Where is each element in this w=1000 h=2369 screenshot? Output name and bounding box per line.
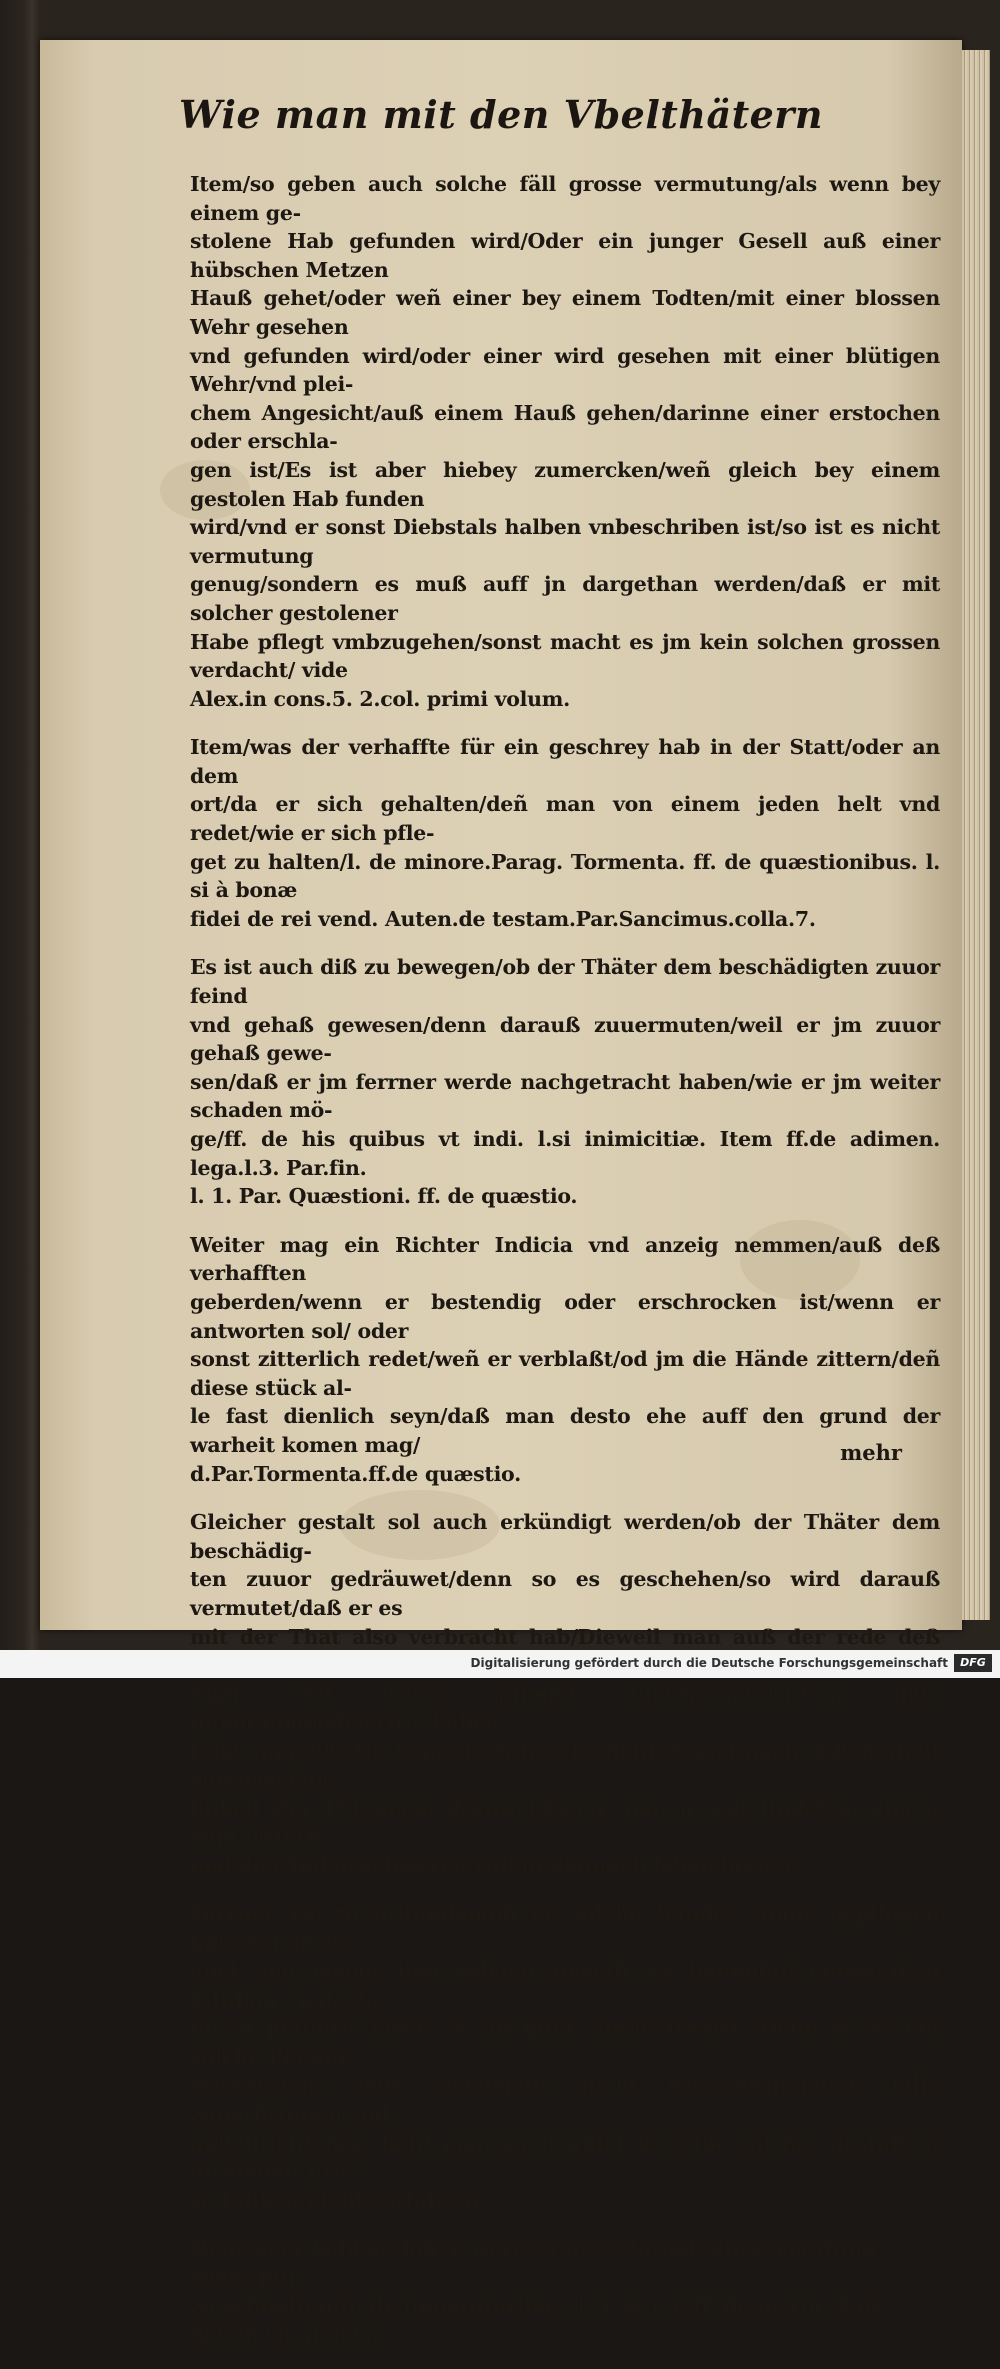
paragraph-1: Item/so geben auch solche fäll grosse vermutung/als wenn bey einem ge- stolene Hab gefunden wird/Oder ein junger Gesell auß einer hübschen Metzen Hauß gehet/oder weñ einer bey einem Todten/mit einer blossen Wehr gesehen vnd gefunden wird/oder einer wird gesehen mit einer blütigen Wehr/vnd plei- chem Angesicht/auß einem Hauß gehen/darinne einer erstochen oder erschla- gen ist/Es ist aber hiebey zumercken/weñ gleich bey einem gestolen Hab funden wird/vnd er sonst Diebstals halben vnbeschriben ist/so ist es nicht vermutung genug/sondern es muß auff jn dargethan werden/daß er mit solcher gestolener Habe pflegt vmbzugehen/sonst macht es jm kein solchen grossen verdacht/ vide Alex.in cons.5. 2.col. primi volum. — [190, 172, 940, 711]
catchword: mehr — [840, 1440, 902, 1465]
paragraph-7: Item/so er bald geflohen were/so were darauß ein vermutung wider jhn zu schöpffen/ff. de fœneratoribus, l. 1. & l.3. ff. de testib. Auß denen vñ andern — [190, 2236, 880, 2347]
running-heading: Wie man mit den Vbelthätern — [179, 92, 823, 137]
paragraph-5: Gleicher gestalt sol auch erkündigt werden/ob der Thäter dem beschädig- ten zuuor gedräuwet/denn so es geschehen/so wird darauß vermutet/daß er es mit der That also verbracht hab/Dieweil man auß der rede deß That vnd werck pfleget zuermessen/l.1.C.si quis impera.maledixerit,L.Labeo. ff.de suppellectili lega. doch bescheidenlich/vnd nach gelegenheit vnd geschick- ligkeit der Person/so dräuwet/Denn man jr wol findet/so einem zum offtern- mal den Tod geschworen/vnd jn dennoch leben lassen. — [190, 1510, 940, 1878]
paragraph-4: Weiter mag ein Richter Indicia vnd anzeig nemmen/auß deß verhafften geberden/wenn er bestendig oder erschrocken ist/wenn er antworten sol/ oder sonst zitterlich redet/weñ er verblaßt/od jm die Hände zittern/deñ diese stück al- le fast dienlich seyn/daß man desto ehe auff den grund der warheit komen mag/ d.Par.Tormenta.ff.de quæstio. — [190, 1232, 940, 1486]
body-text — [190, 170, 940, 2369]
page-edges — [962, 50, 990, 1620]
paragraph-3: Es ist auch diß zu bewegen/ob der Thäter dem beschädigten zuuor feind vnd gehaß gewesen/denn darauß zuuermuten/weil er jm zuuor gehaß gewe- sen/daß er jm ferrner werde nachgetracht haben/wie er jm weiter schaden mö- ge/ff. de his quibus vt indi. l.si inimicitiæ. Item ff.de adimen. lega.l.3. Par.fin. l. 1. Par. Quæstioni. ff. de quæstio. — [190, 955, 940, 1209]
dfg-logo: DFG — [954, 1654, 992, 1672]
footer-bar — [0, 1650, 1000, 1678]
paragraph-2: Item/was der verhaffte für ein geschrey hab in der Statt/oder an dem ort/da er sich gehalten/deñ man von einem jeden helt vnd redet/wie er sich pfle- get zu halten/l. de minore.Parag. Tormenta. ff. de quæstionibus. l. si à bonæ fidei de rei vend. Auten.de testam.Par.Sancimus.colla.7. — [190, 735, 940, 931]
funding-credit: Digitalisierung gefördert durch die Deutsche Forschungsgemeinschaft — [470, 1656, 948, 1670]
paragraph-6: Ferrner ist zu erkunden/ob er solche händel zuuor gepflogen hab/vnd ob er auch die macht hab solcher gestalt zu handeln/L.famosi.ff.ad L.Julian. maiesta. ibi,an potuerit facere & an quid simile fecerit, Denn so es ein solche Person were/welche deß vermögens nicht were/dergleichen fälle zuuerbringen vnd außzurichten/so könt man auch wider dieselbe solcher gestalt/vñ on sonder gros- se Indicia nicht verfahren. — [190, 1901, 940, 2212]
